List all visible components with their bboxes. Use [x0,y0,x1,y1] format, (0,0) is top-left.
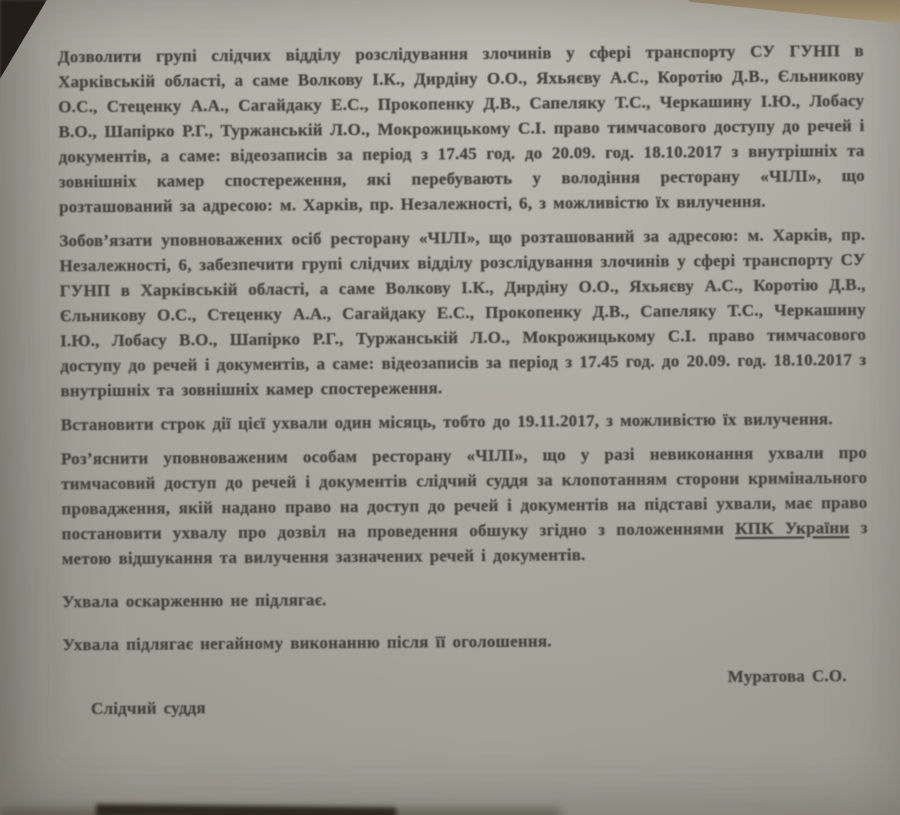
signature-title: Слідчий суддя [90,698,206,719]
law-reference: КПК України [735,518,850,539]
signature-name: Муратова С.О. [727,666,847,687]
closing-no-appeal: Ухвала оскарженню не підлягає. [62,590,327,612]
closing-immediate-execution: Ухвала підлягає негайному виконанню після її оголошення. [62,631,552,655]
clarification-text-before: Роз’яснити уповноваженим особам ресторану «ЧІЛІ», що у разі невиконання ухвали про тимчасовий доступ до речей і документів слідчий суддя за клопотанням сторони кримінального провадження, якій надано право на доступ до речей і документів на підставі ухвали, має право постановити ухвалу про дозвіл на проведення обшуку згідно з положеннями [60,443,868,544]
paragraph-permission: Дозволити групі слідчих відділу розслідування злочинів у сфері транспорту СУ ГУНП в Харківській області, а саме Волкову І.К., Дирдіну О.О., Яхьяєву А.С., Коротію Д.В., Єльникову О.С., Стеценку А.А., Сагайдаку Е.С., Прокопенку Д.В., Сапеляку Т.С., Черкашину І.Ю., Лобасу В.О., Шапірко Р.Г., Туржанській Л.О., Мокрожицькому С.І. право тимчасового доступу до речей і документів, а саме: відеозаписів за період з 17.45 год. до 20.09. год. 18.10.2017 з внутрішніх та зовнішніх камер спостереження, які перебувають у володіння ресторану «ЧІЛІ», що розташований за адресою: м. Харків, пр. Незалежності, 6, з можливістю їх вилучення. [57,41,865,217]
paragraph-term: Встановити строк дії цієї ухвали один місяць, тобто до 19.11.2017, з можливістю їх вилучення. [60,409,833,435]
clarification-text-after: з метою відшукання та вилучення зазначених речей і документів. [61,518,868,569]
paragraph-clarification [61,440,868,571]
paragraph-obligation: Зобов’язати уповноважених осіб ресторану «ЧІЛІ», що розташований за адресою: м. Харків, пр. Незалежності, 6, забезпечити групі слідчих відділу розслідування злочинів у сфері транспорту СУ ГУНП в Харківській області, а саме Волкову І.К., Дирдіну О.О., Яхьяєву А.С., Коротію Д.В., Єльникову О.С., Стеценку А.А., Сагайдаку Е.С., Прокопенку Д.В., Сапеляку Т.С., Черкашину І.Ю., Лобасу В.О., Шапірко Р.Г., Туржанській Л.О., Мокрожицькому С.І. право тимчасового доступу до речей і документів, а саме: відеозаписів за період з 17.45 год. до 20.09. год. 18.10.2017 з внутрішніх та зовнішніх камер спостереження. [59,225,867,401]
